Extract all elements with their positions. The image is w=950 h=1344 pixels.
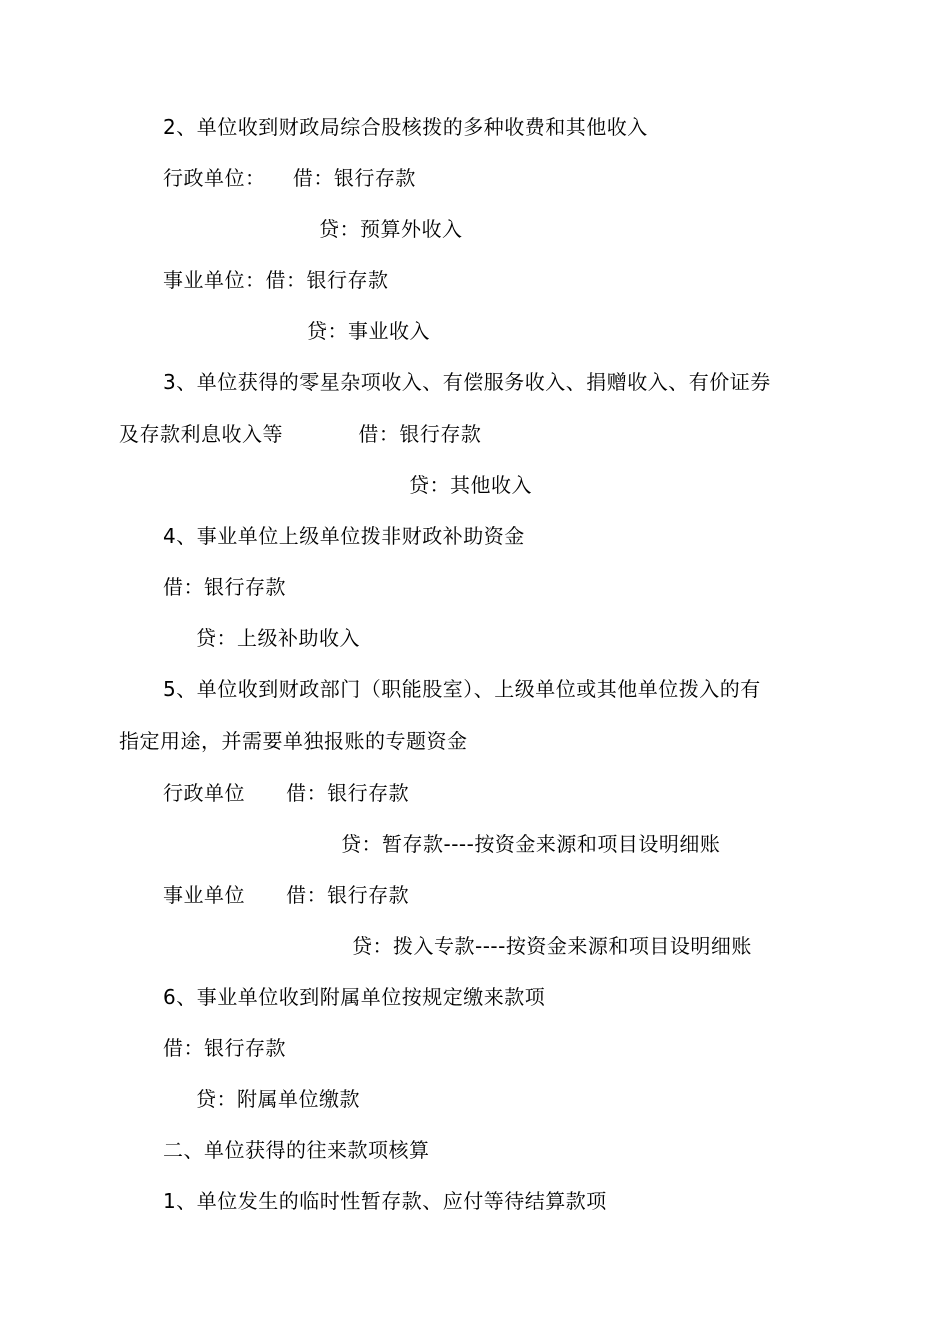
doc-line: 借：银行存款 <box>163 575 286 599</box>
doc-line: 3、单位获得的零星杂项收入、有偿服务收入、捐赠收入、有价证券 <box>163 370 771 394</box>
doc-line: 贷：其他收入 <box>409 473 532 497</box>
doc-line: 6、事业单位收到附属单位按规定缴来款项 <box>163 985 546 1009</box>
doc-line: 二、单位获得的往来款项核算 <box>163 1138 430 1162</box>
doc-line: 贷：预算外收入 <box>319 217 463 241</box>
doc-line: 2、单位收到财政局综合股核拨的多种收费和其他收入 <box>163 115 648 139</box>
doc-line: 指定用途，并需要单独报账的专题资金 <box>119 729 468 753</box>
doc-line: 及存款利息收入等 借：银行存款 <box>119 422 482 446</box>
doc-line: 事业单位：借：银行存款 <box>163 268 389 292</box>
doc-line: 借：银行存款 <box>163 1036 286 1060</box>
doc-line: 贷：暂存款----按资金来源和项目设明细账 <box>341 832 721 856</box>
doc-line: 贷：拨入专款----按资金来源和项目设明细账 <box>352 934 752 958</box>
doc-line: 事业单位 借：银行存款 <box>163 883 410 907</box>
doc-line: 贷：上级补助收入 <box>196 626 360 650</box>
doc-line: 行政单位： 借：银行存款 <box>163 166 416 190</box>
doc-line: 4、事业单位上级单位拨非财政补助资金 <box>163 524 525 548</box>
doc-line: 5、单位收到财政部门（职能股室）、上级单位或其他单位拨入的有 <box>163 677 761 701</box>
doc-line: 行政单位 借：银行存款 <box>163 781 410 805</box>
doc-line: 1、单位发生的临时性暂存款、应付等待结算款项 <box>163 1189 607 1213</box>
doc-line: 贷：附属单位缴款 <box>196 1087 360 1111</box>
doc-line: 贷：事业收入 <box>307 319 430 343</box>
